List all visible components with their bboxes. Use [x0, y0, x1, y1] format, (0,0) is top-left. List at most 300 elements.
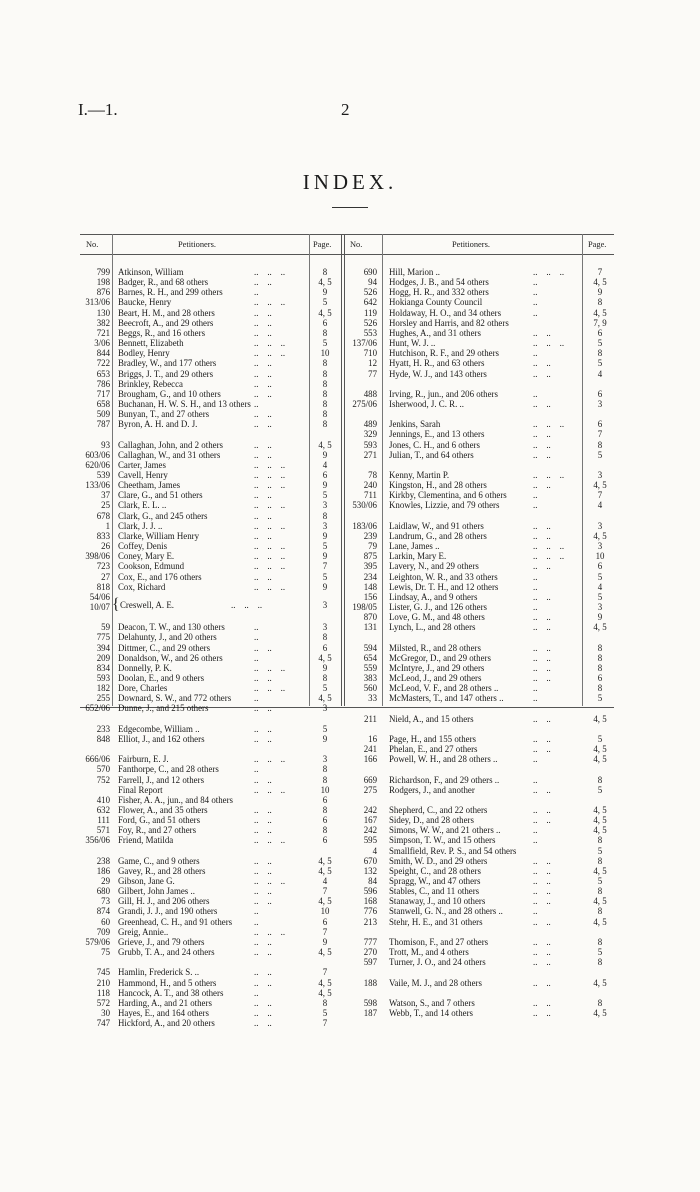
entry-number: 183/06 [352, 520, 377, 531]
entry-name: Greig, Annie.. [118, 926, 169, 937]
entry-name: Beecroft, A., and 29 others [118, 317, 214, 328]
entry-page: 7 [597, 429, 603, 440]
leader-dots: .. .. [254, 997, 272, 1008]
entry-name: Hickford, A., and 20 others [118, 1018, 215, 1029]
leader-dots: .. .. [533, 733, 551, 744]
entry-page: 7 [597, 267, 603, 277]
leader-dots: .. .. [254, 977, 272, 988]
entry-name: Phelan, E., and 27 others [389, 744, 478, 755]
entry-page: 4, 5 [318, 947, 332, 958]
entry-number: 848 [96, 733, 110, 744]
leader-dots: .. [533, 348, 538, 359]
entry-page: 5 [597, 784, 603, 795]
entry-name: Lane, James .. [389, 541, 440, 552]
entry-number: 603/06 [85, 449, 110, 460]
entry-name: Hokianga County Council [389, 297, 483, 308]
entry-page: 5 [597, 845, 603, 856]
leader-dots: .. .. .. [254, 297, 286, 308]
leader-dots: .. .. [533, 855, 551, 866]
entry-name: Game, C., and 9 others [118, 855, 200, 866]
leader-dots: .. [533, 500, 538, 511]
entry-name: Clark, G., and 245 others [118, 510, 208, 521]
column-header-no: No. [350, 240, 363, 249]
entry-page: 8 [597, 662, 603, 673]
entry-page: 3 [322, 600, 328, 610]
entry-name: Sidey, D., and 28 others [389, 815, 474, 826]
leader-dots: .. [533, 388, 538, 399]
leader-dots: .. .. [254, 368, 272, 379]
entry-name: Julian, T., and 64 others [389, 449, 474, 460]
entry-page: 3 [322, 754, 328, 765]
entry-page: 9 [322, 480, 328, 491]
leader-dots: .. [254, 652, 259, 663]
entry-number: 239 [363, 530, 377, 541]
entry-number: 747 [96, 1018, 110, 1029]
entry-name: Coffey, Denis [118, 541, 168, 552]
entry-page: 4 [597, 368, 603, 379]
entry-number: 242 [363, 804, 377, 815]
entry-name: Turner, J. O., and 24 others [389, 957, 486, 968]
entry-name: Byron, A. H. and D. J. [118, 419, 198, 430]
entry-name: Callaghan, W., and 31 others [118, 449, 221, 460]
entry-name: Stanaway, J., and 10 others [389, 896, 486, 907]
entry-number: 594 [363, 642, 377, 653]
entry-page: 4, 5 [593, 865, 607, 876]
entry-number: 93 [101, 439, 110, 450]
entry-number: 559 [363, 662, 377, 673]
leader-dots: .. .. .. [254, 338, 286, 349]
leader-dots: .. .. [254, 378, 272, 389]
entry-page: 5 [597, 733, 603, 744]
entry-number: 777 [363, 936, 377, 947]
leader-dots: .. .. [533, 561, 551, 572]
entry-number: 553 [363, 327, 377, 338]
entry-page: 7 [322, 561, 328, 572]
leader-dots: .. .. .. [254, 470, 286, 480]
leader-dots: .. .. .. [254, 835, 286, 846]
leader-dots: .. .. [254, 388, 272, 399]
entry-page: 4 [597, 500, 603, 511]
entry-name: Clark, E. L. .. [118, 500, 167, 511]
entry-page: 4, 5 [318, 987, 332, 998]
entry-name: Brougham, G., and 10 others [118, 388, 221, 399]
entry-number: 166 [363, 754, 377, 765]
leader-dots: .. [254, 693, 259, 704]
entry-number: 213 [363, 916, 377, 927]
entry-page: 4, 5 [318, 277, 332, 288]
entry-name: Coney, Mary E. [118, 551, 175, 562]
entry-number: 187 [363, 1007, 377, 1018]
entry-number: 210 [96, 977, 110, 988]
entry-name: Clark, J. J. .. [118, 520, 163, 531]
column-divider [112, 234, 113, 706]
entry-name: Love, G. M., and 48 others [389, 612, 485, 623]
entry-name: Irving, R., jun., and 206 others [389, 388, 498, 399]
leader-dots: .. .. .. [254, 926, 286, 937]
entry-page: 10 [320, 348, 330, 359]
entry-name: Isherwood, J. C. R. .. [389, 398, 464, 409]
leader-dots: .. [533, 754, 538, 765]
entry-name: Webb, T., and 14 others [389, 1007, 473, 1018]
entry-number: 571 [96, 825, 110, 836]
entry-page: 6 [322, 642, 328, 653]
entry-number: 211 [364, 713, 377, 724]
entry-page: 6 [597, 419, 603, 430]
leader-dots: .. .. [533, 744, 551, 755]
entry-name: Hyatt, H. R., and 63 others [389, 358, 485, 369]
leader-dots: .. .. .. [254, 541, 286, 552]
leader-dots: .. [254, 398, 259, 409]
leader-dots: .. .. [533, 896, 551, 907]
entry-number: 666/06 [85, 754, 110, 765]
entry-name: Doolan, E., and 9 others [118, 673, 205, 683]
entry-page: 8 [597, 906, 603, 917]
entry-name: Lewis, Dr. T. H., and 12 others [389, 581, 499, 592]
entry-page: 7 [322, 886, 328, 897]
entry-number: 242 [363, 825, 377, 836]
entry-name: Harding, A., and 21 others [118, 997, 212, 1008]
entry-name: Hayes, E., and 164 others [118, 1007, 209, 1018]
entry-number: 1 [105, 520, 110, 531]
leader-dots: .. [533, 774, 538, 785]
leader-dots: .. .. [533, 652, 551, 663]
entry-number: 526 [363, 317, 377, 328]
entry-number: 182 [96, 683, 110, 694]
entry-page: 5 [597, 947, 603, 958]
leader-dots: .. .. [533, 622, 551, 633]
entry-page: 4 [322, 876, 328, 886]
entry-name: Trott, M., and 4 others [389, 947, 469, 958]
leader-dots: .. [254, 987, 259, 998]
leader-dots: .. .. .. [254, 561, 286, 572]
leader-dots: .. .. [254, 703, 272, 714]
entry-number: 29 [101, 876, 110, 886]
leader-dots: .. .. [533, 439, 551, 450]
entry-number: 658 [96, 398, 110, 409]
entry-number: 488 [363, 388, 377, 399]
leader-dots: .. .. [254, 865, 272, 876]
entry-page: 4, 5 [593, 825, 607, 836]
entry-number: 844 [96, 348, 110, 359]
entry-page: 9 [322, 449, 328, 460]
entry-name: Fairburn, E. J. [118, 754, 169, 765]
entry-number: 118 [97, 987, 110, 998]
column-header-page: Page. [313, 240, 332, 249]
entry-number: 745 [96, 967, 110, 978]
entry-name: Elliot, J., and 162 others [118, 733, 205, 744]
leader-dots: .. [254, 764, 259, 775]
entry-page: 3 [597, 398, 603, 409]
leader-dots: .. .. [533, 977, 551, 988]
entry-page: 4, 5 [593, 1007, 607, 1018]
column-header-no: No. [86, 240, 99, 249]
leader-dots: .. .. .. [231, 600, 263, 610]
entry-number: 717 [96, 388, 110, 399]
entry-number: 690 [363, 267, 377, 277]
entry-number: 84 [368, 876, 377, 886]
entry-name: Bradley, W., and 177 others [118, 358, 217, 369]
leader-dots: .. .. [254, 804, 272, 815]
leader-dots: .. .. [533, 449, 551, 460]
leader-dots: .. .. [533, 673, 551, 683]
entry-number: 870 [363, 612, 377, 623]
entry-number: 270 [363, 947, 377, 958]
entry-name: Knowles, Lizzie, and 79 others [389, 500, 500, 511]
entry-name: Richardson, F., and 29 others .. [389, 774, 500, 785]
entry-name: Leighton, W. R., and 33 others [389, 571, 498, 582]
leader-dots: .. .. .. [254, 500, 286, 511]
entry-number: 669 [363, 774, 377, 785]
entry-page: 7, 9 [593, 317, 607, 328]
entry-name: Atkinson, William [118, 267, 184, 277]
entry-page: 8 [322, 358, 328, 369]
entry-page: 8 [322, 378, 328, 389]
leader-dots: .. .. .. [533, 470, 565, 480]
entry-page: 5 [322, 1007, 328, 1018]
leader-dots: .. .. [254, 490, 272, 501]
column-header-petitioners: Petitioners. [178, 240, 216, 249]
leader-dots: .. [533, 601, 538, 612]
entry-number: 329 [363, 429, 377, 440]
entry-number: 241 [363, 744, 377, 755]
entry-page: 3 [322, 520, 328, 531]
leader-dots: .. .. [254, 673, 272, 683]
entry-name: Brinkley, Rebecca [118, 378, 183, 389]
entry-number: 137/06 [352, 338, 377, 349]
entry-number: 234 [363, 571, 377, 582]
entry-page: 8 [597, 997, 603, 1008]
entry-page: 5 [597, 571, 603, 582]
entry-name: Hodges, J. B., and 54 others [389, 277, 489, 288]
entry-number: 255 [96, 693, 110, 704]
leader-dots: .. [533, 906, 538, 917]
entry-name: Badger, R., and 68 others [118, 277, 209, 288]
entry-number: 570 [96, 764, 110, 775]
entry-page: 3 [322, 703, 328, 714]
leader-dots: .. [533, 490, 538, 501]
entry-page: 8 [597, 936, 603, 947]
entry-number: 509 [96, 409, 110, 420]
entry-name: Ford, G., and 51 others [118, 815, 201, 826]
entry-page: 8 [597, 652, 603, 663]
entry-number: 356/06 [85, 835, 110, 846]
entry-number: 775 [96, 632, 110, 643]
entry-page: 3 [597, 520, 603, 531]
entry-name: Shepherd, C., and 22 others [389, 804, 488, 815]
entry-page: 5 [597, 693, 603, 704]
leader-dots: .. [254, 632, 259, 643]
entry-number: 598 [363, 997, 377, 1008]
entry-number: 620/06 [85, 459, 110, 470]
entry-page: 10 [320, 784, 330, 795]
entry-number: 132 [363, 865, 377, 876]
entry-name: Milsted, R., and 28 others [389, 642, 481, 653]
entry-page: 9 [597, 287, 603, 298]
entry-page: 10 [595, 551, 605, 562]
leader-dots: .. .. [533, 916, 551, 927]
entry-name: Lindsay, A., and 9 others [389, 591, 478, 602]
entry-page: 8 [322, 774, 328, 785]
entry-page: 4 [322, 459, 328, 470]
leader-dots: .. .. [254, 510, 272, 521]
entry-number: 709 [96, 926, 110, 937]
entry-name: Hutchison, R. F., and 29 others [389, 348, 499, 359]
leader-dots: .. .. .. [254, 683, 286, 694]
entry-page: 4 [597, 581, 603, 592]
entry-page: 8 [322, 673, 328, 683]
entry-page: 8 [322, 368, 328, 379]
entry-name: Speight, C., and 28 others [389, 865, 481, 876]
leader-dots: .. .. [533, 947, 551, 958]
entry-name: Fanthorpe, C., and 28 others [118, 764, 219, 775]
entry-page: 6 [322, 470, 328, 480]
entry-name: Horsley and Harris, and 82 others [389, 317, 509, 328]
entry-name: Rodgers, J., and another [389, 784, 475, 795]
entry-page: 7 [322, 967, 328, 978]
entry-page: 4, 5 [593, 916, 607, 927]
entry-number: 275 [363, 784, 377, 795]
entry-number: 188 [363, 977, 377, 988]
entry-number: 209 [96, 652, 110, 663]
entry-number: 752 [96, 774, 110, 785]
entry-page: 5 [322, 541, 328, 552]
entry-number: 410 [96, 794, 110, 805]
entry-page: 8 [597, 957, 603, 968]
entry-page: 4, 5 [318, 652, 332, 663]
entry-page: 4, 5 [593, 815, 607, 826]
entry-name: Grubb, T. A., and 24 others [118, 947, 215, 958]
entry-name: Donnelly, P. K. [118, 662, 172, 673]
entry-number: 722 [96, 358, 110, 369]
entry-page: 8 [597, 439, 603, 450]
entry-name: Dunne, J., and 215 others [118, 703, 209, 714]
entry-number: 240 [363, 480, 377, 491]
leader-dots: .. .. [254, 733, 272, 744]
leader-dots: .. .. [254, 327, 272, 338]
entry-name: Hamlin, Frederick S. .. [118, 967, 200, 978]
brace-mark: { [112, 596, 120, 613]
leader-dots: .. [254, 916, 259, 927]
entry-page: 4, 5 [593, 307, 607, 318]
leader-dots: .. .. [254, 1018, 272, 1029]
entry-number: 119 [364, 307, 377, 318]
leader-dots: .. .. [254, 1007, 272, 1018]
entry-number: 776 [363, 906, 377, 917]
entry-number: 33 [368, 693, 377, 704]
entry-page: 8 [597, 886, 603, 897]
entry-name: Deacon, T. W., and 130 others [118, 622, 225, 633]
entry-name: Fisher, A. A., jun., and 84 others [118, 794, 234, 805]
entry-number: 186 [96, 865, 110, 876]
entry-page: 9 [322, 581, 328, 592]
entry-name: Jenkins, Sarah [389, 419, 441, 430]
entry-page: 10 [320, 906, 330, 917]
leader-dots: .. .. .. [533, 267, 565, 277]
entry-page: 6 [597, 561, 603, 572]
entry-number: 680 [96, 886, 110, 897]
leader-dots: .. .. [533, 368, 551, 379]
entry-page: 8 [597, 348, 603, 359]
entry-number: 59 [101, 622, 110, 633]
entry-page: 8 [322, 825, 328, 836]
entry-page: 8 [322, 804, 328, 815]
entry-name: Kenny, Martin P. [389, 470, 450, 480]
entry-name: Cox, E., and 176 others [118, 571, 202, 582]
entry-page: 9 [322, 733, 328, 744]
column-divider [382, 234, 383, 706]
leader-dots: .. .. [254, 439, 272, 450]
entry-number: 133/06 [85, 480, 110, 491]
leader-dots: .. .. .. [533, 338, 565, 349]
entry-page: 9 [322, 551, 328, 562]
entry-name: Simons, W. W., and 21 others .. [389, 825, 501, 836]
entry-name: Greenhead, C. H., and 91 others [118, 916, 233, 927]
entry-name: McLeod, V. F., and 28 others .. [389, 683, 499, 694]
entry-name: Barnes, R. H., and 299 others [118, 287, 223, 298]
entry-name: Beart, H. M., and 28 others [118, 307, 215, 318]
entry-number: 73 [101, 896, 110, 907]
entry-number: 111 [97, 815, 110, 826]
leader-dots: .. .. .. [254, 876, 286, 886]
entry-number: 723 [96, 561, 110, 572]
leader-dots: .. .. [254, 642, 272, 653]
entry-page: 6 [322, 815, 328, 826]
leader-dots: .. .. .. [254, 662, 286, 673]
entry-number: 489 [363, 419, 377, 430]
entry-page: 5 [597, 876, 603, 886]
entry-name: Gill, H. J., and 206 others [118, 896, 210, 907]
leader-dots: .. .. [533, 612, 551, 623]
entry-number: 711 [364, 490, 377, 501]
leader-dots: .. [254, 906, 259, 917]
entry-name: Cox, Richard [118, 581, 166, 592]
entry-number: 167 [363, 815, 377, 826]
entry-name: Grandi, J. J., and 190 others [118, 906, 218, 917]
leader-dots: .. .. [533, 713, 551, 724]
entry-number: 198 [96, 277, 110, 288]
entry-name: Kirkby, Clementina, and 6 others [389, 490, 507, 501]
entry-page: 6 [322, 835, 328, 846]
leader-dots: .. .. .. [533, 541, 565, 552]
header-rule [80, 254, 614, 255]
entry-page: 8 [322, 398, 328, 409]
entry-page: 9 [597, 612, 603, 623]
entry-number: 875 [363, 551, 377, 562]
leader-dots: .. .. [254, 358, 272, 369]
leader-dots: .. .. [254, 947, 272, 958]
leader-dots: .. .. [533, 815, 551, 826]
entry-name: Edgecombe, William .. [118, 723, 200, 734]
entry-name: Kingston, H., and 28 others [389, 480, 487, 491]
entry-number: 16 [368, 733, 377, 744]
entry-name: Hancock, A. T., and 38 others [118, 987, 224, 998]
entry-page: 3 [597, 541, 603, 552]
entry-name: Jennings, E., and 13 others [389, 429, 485, 440]
leader-dots: .. [533, 581, 538, 592]
entry-number: 710 [363, 348, 377, 359]
leader-dots: .. .. [533, 957, 551, 968]
entry-page: 5 [597, 591, 603, 602]
leader-dots: .. .. [254, 277, 272, 288]
entry-page: 4, 5 [593, 804, 607, 815]
entry-name: McLeod, J., and 29 others [389, 673, 482, 683]
leader-dots: .. [533, 297, 538, 308]
entry-number: 78 [368, 470, 377, 480]
entry-name: Flower, A., and 35 others [118, 804, 208, 815]
leader-dots: .. .. .. [254, 784, 286, 795]
leader-dots: .. .. [254, 317, 272, 328]
leader-dots: .. .. [533, 662, 551, 673]
